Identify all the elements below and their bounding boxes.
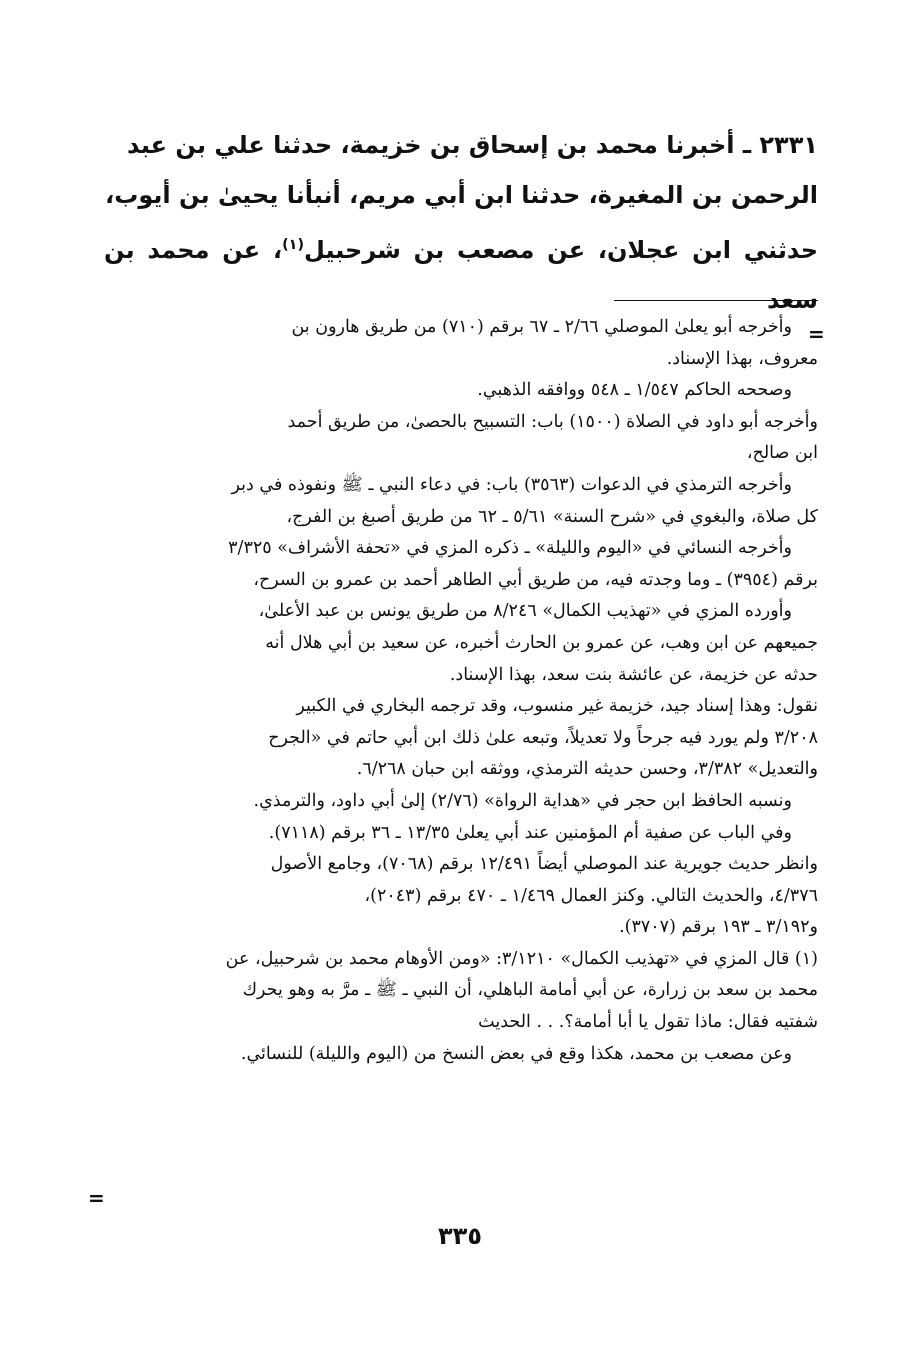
footnote-line: شفتيه فقال: ماذا تقول يا أبا أمامة؟. . . الحديث xyxy=(478,1012,818,1033)
footnote-separator xyxy=(614,300,818,301)
footnote-line: وعن مصعب بن محمد، هكذا وقع في بعض النسخ من (اليوم والليلة) للنسائي. xyxy=(240,1043,792,1064)
footnote-line: والتعديل» ٣/٣٨٢، وحسن حديثه الترمذي، ووثقه ابن حبان ٦/٢٦٨. xyxy=(356,759,818,780)
footnote-line: وانظر حديث جويرية عند الموصلي أيضاً ١٢/٤٩١ برقم (٧٠٦٨)، وجامع الأصول xyxy=(270,854,818,875)
footnote-line: جميعهم عن ابن وهب، عن عمرو بن الحارث أخبره، عن سعيد بن أبي هلال أنه xyxy=(265,632,818,653)
footnote-line: معروف، بهذا الإسناد. xyxy=(666,348,818,369)
hadith-line xyxy=(104,220,818,325)
footnote-line: و٣/١٩٢ ـ ١٩٣ برقم (٣٧٠٧). xyxy=(619,917,818,938)
footnote-line: وأخرجه أبو داود في الصلاة (١٥٠٠) باب: التسبيح بالحصىٰ، من طريق أحمد xyxy=(287,411,818,432)
footnote-line: برقم (٣٩٥٤) ـ وما وجدته فيه، من طريق أبي الطاهر أحمد بن عمرو بن السرح، xyxy=(253,569,818,590)
hadith-text xyxy=(104,120,818,325)
hadith-line: ٢٣٣١ ـ أخبرنا محمد بن إسحاق بن خزيمة، حدثنا علي بن عبد xyxy=(126,131,818,159)
hadith-line: الرحمن بن المغيرة، حدثنا ابن أبي مريم، أنبأنا يحيىٰ بن أيوب، xyxy=(105,181,818,209)
footnote-line: كل صلاة، والبغوي في «شرح السنة» ٥/٦١ ـ ٦٢ من طريق أصبغ بن الفرج، xyxy=(286,506,818,527)
hadith-text-fragment: حدثني ابن عجلان، عن مصعب بن شرحبيل xyxy=(304,236,818,264)
footnote-line: نقول: وهذا إسناد جيد، خزيمة غير منسوب، وقد ترجمه البخاري في الكبير xyxy=(296,696,818,717)
footnote-line: وأخرجه أبو يعلىٰ الموصلي ٢/٦٦ ـ ٦٧ برقم (٧١٠) من طريق هارون بن xyxy=(291,317,792,337)
footnote-line: محمد بن سعد بن زرارة، عن أبي أمامة الباهلي، أن النبي ـ ﷺ ـ مرَّ به وهو يحرك xyxy=(242,980,818,1001)
footnote-line: وأورده المزي في «تهذيب الكمال» ٨/٢٤٦ من طريق يونس بن عبد الأعلىٰ، xyxy=(258,601,792,622)
footnote-line: وأخرجه النسائي في «اليوم والليلة» ـ ذكره المزي في «تحفة الأشراف» ٣/٣٢٥ xyxy=(228,538,792,559)
footnote-line: ٤/٣٧٦، والحديث التالي. وكنز العمال ١/٤٦٩ ـ ٤٧٠ برقم (٢٠٤٣)، xyxy=(364,885,818,906)
footnote-line: (١) قال المزي في «تهذيب الكمال» ٣/١٢١٠: «ومن الأوهام محمد بن شرحبيل، عن xyxy=(225,948,818,969)
footnote-line: وصححه الحاكم ١/٥٤٧ ـ ٥٤٨ ووافقه الذهبي. xyxy=(477,380,792,401)
footnotes xyxy=(104,312,818,1070)
footnote-line: ونسبه الحافظ ابن حجر في «هداية الرواة» (٢/٧٦) إلىٰ أبي داود، والترمذي. xyxy=(253,790,792,811)
footnote-line: ابن صالح، xyxy=(746,443,818,464)
footnote-line: وأخرجه الترمذي في الدعوات (٣٥٦٣) باب: في دعاء النبي ـ ﷺ ونفوذه في دبر xyxy=(231,474,792,495)
footnote-line: حدثه عن خزيمة، عن عائشة بنت سعد، بهذا الإسناد. xyxy=(449,664,818,685)
page-number: ٣٣٥ xyxy=(438,1222,482,1250)
continuation-mark: = xyxy=(808,322,825,346)
footnote-line: ٣/٢٠٨ ولم يورد فيه جرحاً ولا تعديلاً، وتبعه علىٰ ذلك ابن أبي حاتم في «الجرح xyxy=(268,727,818,748)
hadith-text-fragment: ، عن محمد بن سعد xyxy=(104,236,818,314)
continuation-mark: = xyxy=(88,1186,105,1210)
footnote-marker: (١) xyxy=(282,237,305,253)
footnote-line: وفي الباب عن صفية أم المؤمنين عند أبي يعلىٰ ١٣/٣٥ ـ ٣٦ برقم (٧١١٨). xyxy=(268,822,792,843)
